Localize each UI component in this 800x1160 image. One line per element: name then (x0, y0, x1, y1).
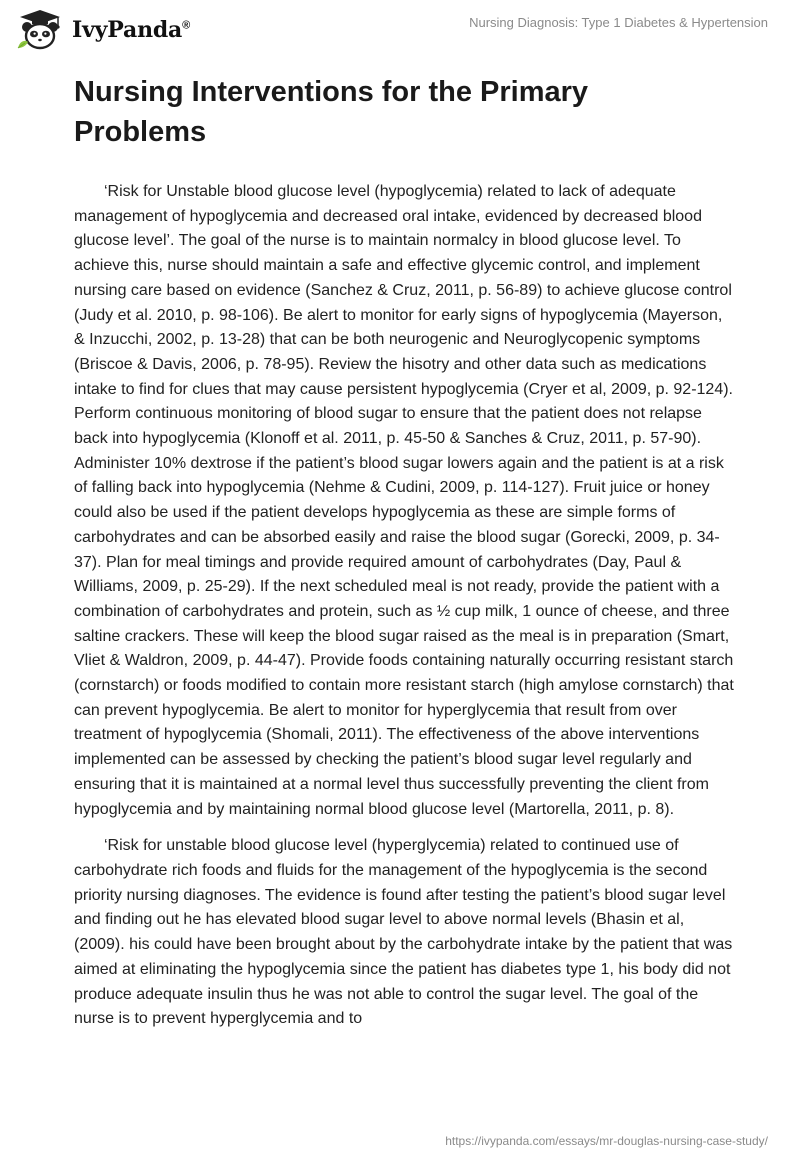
registered-mark: ® (182, 19, 191, 32)
document-title: Nursing Diagnosis: Type 1 Diabetes & Hypertension (469, 15, 768, 30)
article-body (74, 72, 734, 1044)
brand-name (72, 17, 190, 43)
paragraph-hyperglycemia: ‘Risk for unstable blood glucose level (hyperglycemia) related to continued use of carbohydrate rich foods and fluids for the management of the hypoglycemia is the second priority nursing diagnoses. The evidence is found after testing the patient’s blood sugar level and finding out he has elevated blood sugar level to above normal levels (Bhasin et al, (2009). his could have been brought about by the carbohydrate intake by the patient that was aimed at eliminating the hypoglycemia since the patient has diabetes type 1, his body did not produce adequate insulin thus he was not able to control the sugar level. The goal of the nurse is to prevent hyperglycemia and to (74, 837, 733, 1028)
panda-graduate-icon (14, 8, 66, 52)
source-url[interactable]: https://ivypanda.com/essays/mr-douglas-nursing-case-study/ (445, 1134, 768, 1148)
section-heading: Nursing Interventions for the Primary Problems (74, 76, 589, 148)
paragraph-hypoglycemia: ‘Risk for Unstable blood glucose level (hypoglycemia) related to lack of adequate management of hypoglycemia and decreased oral intake, evidenced by decreased blood glucose level’. The goal of the nurse is to maintain normalcy in blood glucose level. To achieve this, nurse should maintain a safe and effective glycemic control, and implement nursing care based on evidence (Sanchez & Cruz, 2011, p. 56-89) to achieve glucose control (Judy et al. 2010, p. 98-106). Be alert to monitor for early signs of hypoglycemia (Mayerson, & Inzucchi, 2002, p. 13-28) that can be both neurogenic and Neuroglycopenic symptoms (Briscoe & Davis, 2006, p. 78-95). Review the hisotry and other data such as medications intake to find for clues that may cause persistent hypoglycemia (Cryer et al, 2009, p. 92-124). Perform continuous monitoring of blood sugar to ensure that the patient does not relapse back into hypoglycemia (Klonoff et al. 2011, p. 45-50 & Sanches & Cruz, 2011, p. 57-90). Administer 10% dextrose if the patient’s blood sugar lowers again and the patient is at a risk of falling back into hypoglycemia (Nehme & Cudini, 2009, p. 114-127). Fruit juice or honey could also be used if the patient develops hypoglycemia as these are simple forms of carbohydrates and can be absorbed easily and raise the blood sugar (Gorecki, 2009, p. 34-37). Plan for meal timings and provide required amount of carbohydrates (Day, Paul & Williams, 2009, p. 25-29). If the next scheduled meal is not ready, provide the patient with a combination of carbohydrates and protein, such as ½ cup milk, 1 ounce of cheese, and three saltine crackers. These will keep the blood sugar raised as the meal is in preparation (Smart, Vliet & Waldron, 2009, p. 44-47). Provide foods containing naturally occurring resistant starch (cornstarch) or foods modified to contain more resistant starch (high amylose cornstarch) that can prevent hypoglycemia. Be alert to monitor for hyperglycemia that result from over treatment of hypoglycemia (Shomali, 2011). The effectiveness of the above interventions implemented can be assessed by checking the patient’s blood sugar level regularly and ensuring that it is maintained at a normal level thus successfully preventing the client from hypoglycemia and by maintaining normal blood glucose level (Martorella, 2011, p. 8). (74, 183, 734, 818)
ivypanda-logo[interactable] (14, 8, 190, 52)
site-header (0, 0, 800, 60)
brand-text: IvyPanda (72, 17, 183, 43)
